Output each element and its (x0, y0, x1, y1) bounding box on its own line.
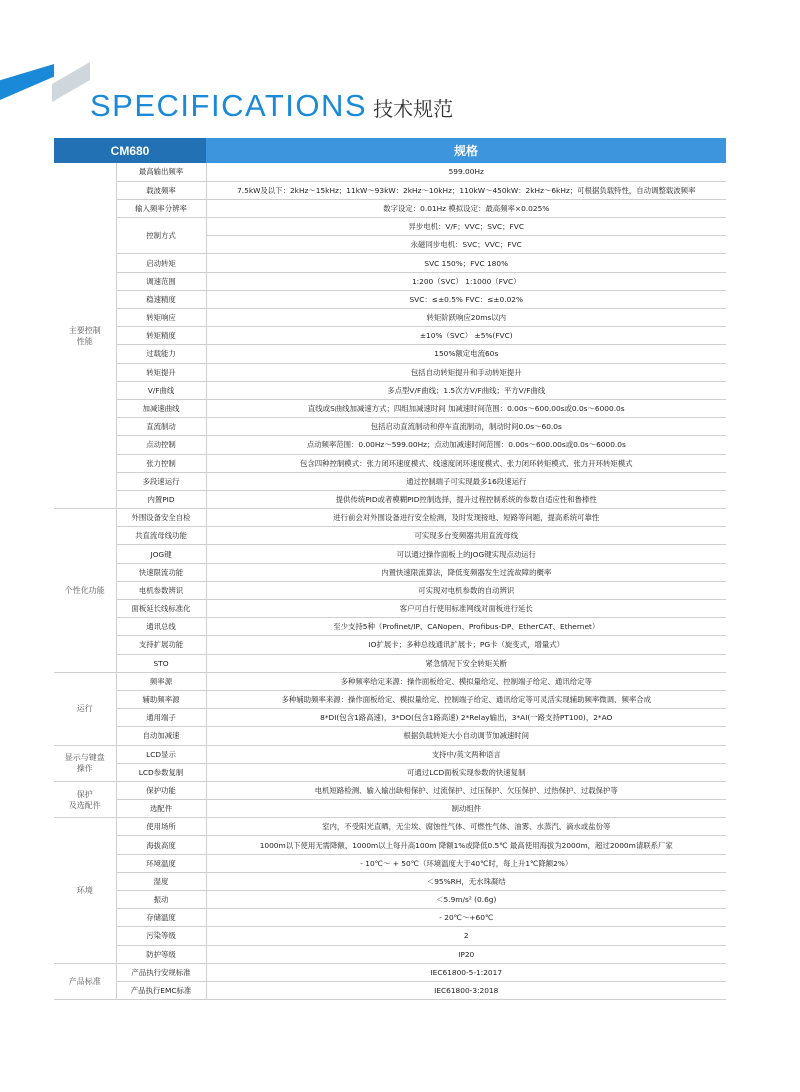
item-value: 紧急情况下安全转矩关断 (206, 654, 726, 672)
item-label: 过载能力 (116, 345, 206, 363)
item-label: 张力控制 (116, 454, 206, 472)
item-label: 存储温度 (116, 909, 206, 927)
table-row (54, 363, 726, 381)
table-row (54, 745, 726, 763)
table-row (54, 418, 726, 436)
item-label: 环境温度 (116, 854, 206, 872)
item-value: 可以通过操作面板上的JOG键实现点动运行 (206, 545, 726, 563)
item-value: ±10%（SVC） ±5%(FVC) (206, 327, 726, 345)
title-chinese: 技术规范 (373, 97, 454, 121)
item-label: 振动 (116, 891, 206, 909)
item-label: 防护等级 (116, 945, 206, 963)
category-cell: 显示与键盘 操作 (54, 745, 116, 781)
item-value: 制动组件 (206, 800, 726, 818)
table-row (54, 836, 726, 854)
item-label: 调速范围 (116, 272, 206, 290)
item-value: 150%额定电流60s (206, 345, 726, 363)
item-value: 直线或S曲线加减速方式；四组加减速时间 加减速时间范围：0.00s～600.00s或0.0s～6000.0s (206, 399, 726, 417)
item-value: 内置快速限流算法，降低变频器发生过流故障的概率 (206, 563, 726, 581)
item-label: 稳速精度 (116, 290, 206, 308)
item-value: SVC：≤±0.5% FVC：≤±0.02% (206, 290, 726, 308)
item-value: 永磁同步电机：SVC；VVC；FVC (206, 236, 726, 254)
item-value: IEC61800-5-1:2017 (206, 963, 726, 981)
table-row (54, 654, 726, 672)
table-row (54, 509, 726, 527)
item-value: 室内，不受阳光直晒，无尘埃、腐蚀性气体、可燃性气体、油雾、水蒸汽、滴水或盐份等 (206, 818, 726, 836)
table-row (54, 181, 726, 199)
item-value: 可实现对电机参数的自动辨识 (206, 581, 726, 599)
table-row (54, 490, 726, 508)
item-label: 内置PID (116, 490, 206, 508)
table-row (54, 981, 726, 999)
table-row (54, 563, 726, 581)
item-value: 电机短路检测、输入输出缺相保护、过流保护、过压保护、欠压保护、过热保护、过载保护等 (206, 781, 726, 799)
item-value: 可实现多台变频器共用直流母线 (206, 527, 726, 545)
item-value: 支持中/英文两种语言 (206, 745, 726, 763)
item-label: LCD显示 (116, 745, 206, 763)
table-row (54, 945, 726, 963)
item-label: 污染等级 (116, 927, 206, 945)
table-row (54, 800, 726, 818)
item-label: 产品执行安规标准 (116, 963, 206, 981)
item-value: 进行前会对外围设备进行安全检测，及时发现接地、短路等问题，提高系统可靠性 (206, 509, 726, 527)
item-value: 2 (206, 927, 726, 945)
table-row (54, 309, 726, 327)
item-value: 包含四种控制模式：张力闭环速度模式、线速度闭环速度模式、张力闭环转矩模式、张力开环转矩模式 (206, 454, 726, 472)
item-value: 客户可自行使用标准网线对面板进行延长 (206, 600, 726, 618)
item-label: 转矩精度 (116, 327, 206, 345)
table-row (54, 781, 726, 799)
category-cell: 个性化功能 (54, 509, 116, 673)
item-value: 可通过LCD面板实现参数的快速复制 (206, 763, 726, 781)
item-label: 通讯总线 (116, 618, 206, 636)
item-value: - 20℃～+60℃ (206, 909, 726, 927)
table-row (54, 636, 726, 654)
table-row (54, 709, 726, 727)
item-value: 根据负载转矩大小自动调节加减速时间 (206, 727, 726, 745)
item-value: 包括启动直流制动和停车直流制动，制动时间0.0s～60.0s (206, 418, 726, 436)
item-label: 快速限流功能 (116, 563, 206, 581)
item-label: 自动加减速 (116, 727, 206, 745)
table-row (54, 818, 726, 836)
table-row (54, 218, 726, 236)
table-row (54, 345, 726, 363)
table-row (54, 163, 726, 181)
table-row (54, 381, 726, 399)
item-value: 1:200（SVC） 1:1000（FVC） (206, 272, 726, 290)
table-header-row (54, 138, 726, 163)
item-label: 启动转矩 (116, 254, 206, 272)
item-value: 599.00Hz (206, 163, 726, 181)
item-value: 提供传统PID或者模糊PID控制选择，提升过程控制系统的参数自适应性和鲁棒性 (206, 490, 726, 508)
item-value: 通过控制端子可实现最多16段速运行 (206, 472, 726, 490)
model-header: CM680 (54, 138, 206, 163)
item-label: LCD参数复制 (116, 763, 206, 781)
item-value: 至少支持5种（Profinet/IP、CANopen、Profibus-DP、EtherCAT、Ethernet） (206, 618, 726, 636)
table-row (54, 872, 726, 890)
table-row (54, 672, 726, 690)
item-value: 多种频率给定来源：操作面板给定、模拟量给定、控制端子给定、通讯给定等 (206, 672, 726, 690)
item-label: 转矩响应 (116, 309, 206, 327)
table-row (54, 472, 726, 490)
item-label: 通用端子 (116, 709, 206, 727)
item-label: 输入频率分辨率 (116, 199, 206, 217)
item-label: 外围设备安全自检 (116, 509, 206, 527)
item-label: 面板延长线标准化 (116, 600, 206, 618)
table-row (54, 454, 726, 472)
item-value: 7.5kW及以下：2kHz～15kHz；11kW～93kW：2kHz～10kHz；110kW～450kW：2kHz～6kHz；可根据负载特性，自动调整载波频率 (206, 181, 726, 199)
table-row (54, 399, 726, 417)
item-label: 最高输出频率 (116, 163, 206, 181)
item-value: 点动频率范围：0.00Hz～599.00Hz；点动加减速时间范围：0.00s～600.00s或0.0s～6000.0s (206, 436, 726, 454)
table-row (54, 199, 726, 217)
item-label: V/F曲线 (116, 381, 206, 399)
table-row (54, 600, 726, 618)
category-cell: 保护 及选配件 (54, 781, 116, 817)
item-label: 加减速曲线 (116, 399, 206, 417)
category-cell: 运行 (54, 672, 116, 745)
table-row (54, 854, 726, 872)
item-value: 8*DI(包含1路高速)，3*DO(包含1路高速) 2*Relay输出，3*AI(一路支持PT100)，2*AO (206, 709, 726, 727)
table-row (54, 436, 726, 454)
category-cell: 环境 (54, 818, 116, 964)
item-value: 异步电机：V/F；VVC；SVC；FVC (206, 218, 726, 236)
item-value: SVC 150%；FVC 180% (206, 254, 726, 272)
item-label: 直流制动 (116, 418, 206, 436)
item-value: IEC61800-3:2018 (206, 981, 726, 999)
item-label: 点动控制 (116, 436, 206, 454)
item-value: IO扩展卡；多种总线通讯扩展卡；PG卡（旋变式，增量式） (206, 636, 726, 654)
table-row (54, 290, 726, 308)
category-cell: 产品标准 (54, 963, 116, 999)
table-row (54, 545, 726, 563)
item-label: JOG键 (116, 545, 206, 563)
item-value: 转矩阶跃响应20ms以内 (206, 309, 726, 327)
item-label: 选配件 (116, 800, 206, 818)
item-label: 共直流母线功能 (116, 527, 206, 545)
item-value: 数字设定：0.01Hz 模拟设定：最高频率×0.025% (206, 199, 726, 217)
spec-table (54, 138, 726, 1000)
spec-header: 规格 (206, 138, 726, 163)
table-row (54, 727, 726, 745)
table-row (54, 963, 726, 981)
title-english: SPECIFICATIONS (90, 88, 368, 123)
item-label: 辅助频率源 (116, 690, 206, 708)
table-row (54, 254, 726, 272)
item-value: ＜95%RH，无水珠凝结 (206, 872, 726, 890)
header-accent-shape (0, 64, 54, 100)
item-value: 包括自动转矩提升和手动转矩提升 (206, 363, 726, 381)
item-label: 使用场所 (116, 818, 206, 836)
table-row (54, 763, 726, 781)
item-label: 电机参数辨识 (116, 581, 206, 599)
category-cell: 主要控制 性能 (54, 163, 116, 509)
item-label: 频率源 (116, 672, 206, 690)
table-row (54, 891, 726, 909)
item-value: 多点型V/F曲线；1.5次方V/F曲线；平方V/F曲线 (206, 381, 726, 399)
item-label: 载波频率 (116, 181, 206, 199)
table-row (54, 927, 726, 945)
item-value: IP20 (206, 945, 726, 963)
item-label: 湿度 (116, 872, 206, 890)
item-value: ＜5.9m/s² (0.6g) (206, 891, 726, 909)
table-row (54, 618, 726, 636)
header-accent-shape-grey (52, 62, 90, 102)
page-title (90, 88, 453, 124)
table-row (54, 327, 726, 345)
item-label: 控制方式 (116, 218, 206, 254)
table-row (54, 272, 726, 290)
item-value: 多种辅助频率来源：操作面板给定、模拟量给定、控制端子给定、通讯给定等可灵活实现辅助频率微调、频率合成 (206, 690, 726, 708)
item-label: 产品执行EMC标准 (116, 981, 206, 999)
item-label: 多段速运行 (116, 472, 206, 490)
table-row (54, 581, 726, 599)
item-label: STO (116, 654, 206, 672)
table-row (54, 909, 726, 927)
item-label: 海拔高度 (116, 836, 206, 854)
item-value: 1000m以下使用无需降额，1000m以上每升高100m 降额1%或降低0.5℃ 最高使用海拔为2000m，超过2000m请联系厂家 (206, 836, 726, 854)
item-label: 转矩提升 (116, 363, 206, 381)
item-label: 支持扩展功能 (116, 636, 206, 654)
item-value: - 10℃～ + 50℃（环境温度大于40℃时，每上升1℃降额2%） (206, 854, 726, 872)
item-label: 保护功能 (116, 781, 206, 799)
table-row (54, 690, 726, 708)
table-row (54, 527, 726, 545)
